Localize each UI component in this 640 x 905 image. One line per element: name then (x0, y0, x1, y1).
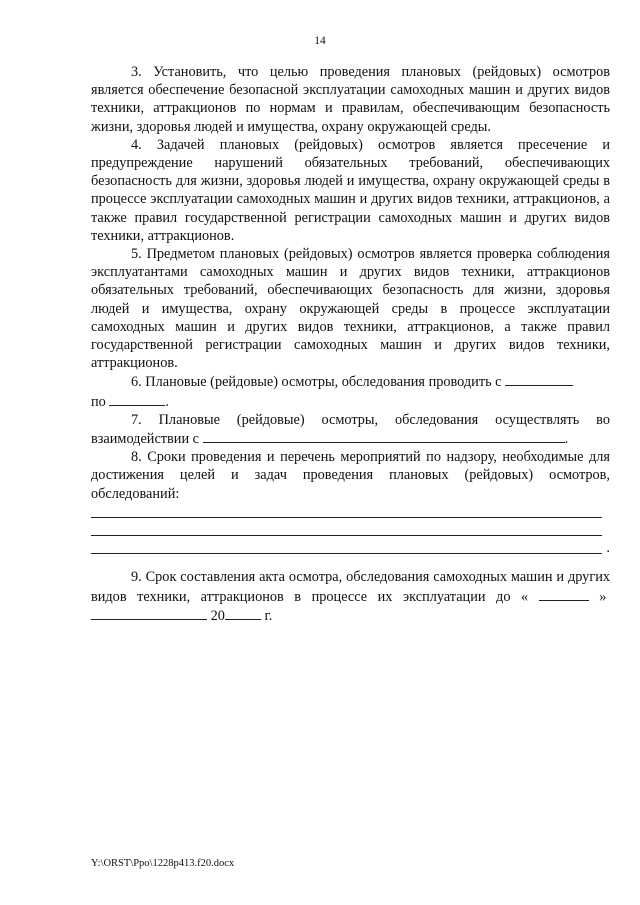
deadline-month-blank[interactable] (91, 606, 207, 620)
paragraph-6: 6. Плановые (рейдовые) осмотры, обследования проводить с по . (91, 372, 610, 410)
paragraph-6-to: по (91, 393, 106, 410)
paragraph-9 (91, 568, 610, 625)
paragraph-7: 7. Плановые (рейдовые) осмотры, обследования осуществлять во взаимодействии с . (91, 411, 610, 448)
paragraph-9-mid: » (599, 588, 607, 605)
paragraph-5: 5. Предметом плановых (рейдовых) осмотров является проверка соблюдения эксплуатантами самоходных машин и других видов техники, аттракционов обязательных требований, обеспечивающих безопасность для жизни, здоровья людей и имущества, охрану окружающей среды в процессе эксплуатации самоходных машин и других видов техники, аттракционов, а также правил государственной регистрации самоходных машин и других видов техники, аттракционов. (91, 246, 610, 372)
paragraph-9-text: 9. Срок составления акта осмотра, обследования самоходных машин и других видов техники, аттракционов в процессе их эксплуатации до « (91, 569, 610, 605)
paragraph-7-text: 7. Плановые (рейдовые) осмотры, обследования осуществлять во взаимодействии с (91, 411, 610, 448)
paragraph-8: 8. Сроки проведения и перечень мероприятий по надзору, необходимые для достижения целей и задач проведения плановых (рейдовых) осмотров, обследований: (91, 449, 610, 502)
end-date-blank[interactable] (109, 392, 165, 406)
cooperation-blank[interactable] (203, 429, 565, 443)
measures-line-2[interactable] (91, 518, 602, 536)
measures-line-1[interactable] (91, 500, 602, 518)
paragraph-6-text: 6. Плановые (рейдовые) осмотры, обследования проводить с (131, 374, 502, 391)
paragraph-9-year: 20 (210, 607, 225, 624)
measures-line-3[interactable]: . (91, 539, 610, 557)
file-path-footer: Y:\ORST\Ppo\1228p413.f20.docx (91, 858, 235, 869)
start-date-blank[interactable] (505, 372, 573, 386)
paragraph-9-end: г. (264, 607, 273, 624)
document-body (91, 63, 610, 625)
paragraph-4: 4. Задачей плановых (рейдовых) осмотров является пресечение и предупреждение нарушений обязательных требований, обеспечивающих безопасность для жизни, здоровья людей и имущества, охрану окружающей среды в процессе эксплуатации самоходных машин и других видов техники, аттракционов, а также правил государственной регистрации самоходных машин и других видов техники, аттракционов. (91, 136, 610, 244)
deadline-year-blank[interactable] (225, 606, 261, 620)
page-number: 14 (314, 35, 326, 47)
paragraph-3: 3. Установить, что целью проведения плановых (рейдовых) осмотров является обеспечение безопасной эксплуатации самоходных машин и других видов техники, аттракционов по нормам и правилам, обеспечивающим безопасность жизни, здоровья людей и имущества, охрану окружающей среды. (91, 64, 610, 135)
deadline-day-blank[interactable] (539, 587, 589, 601)
